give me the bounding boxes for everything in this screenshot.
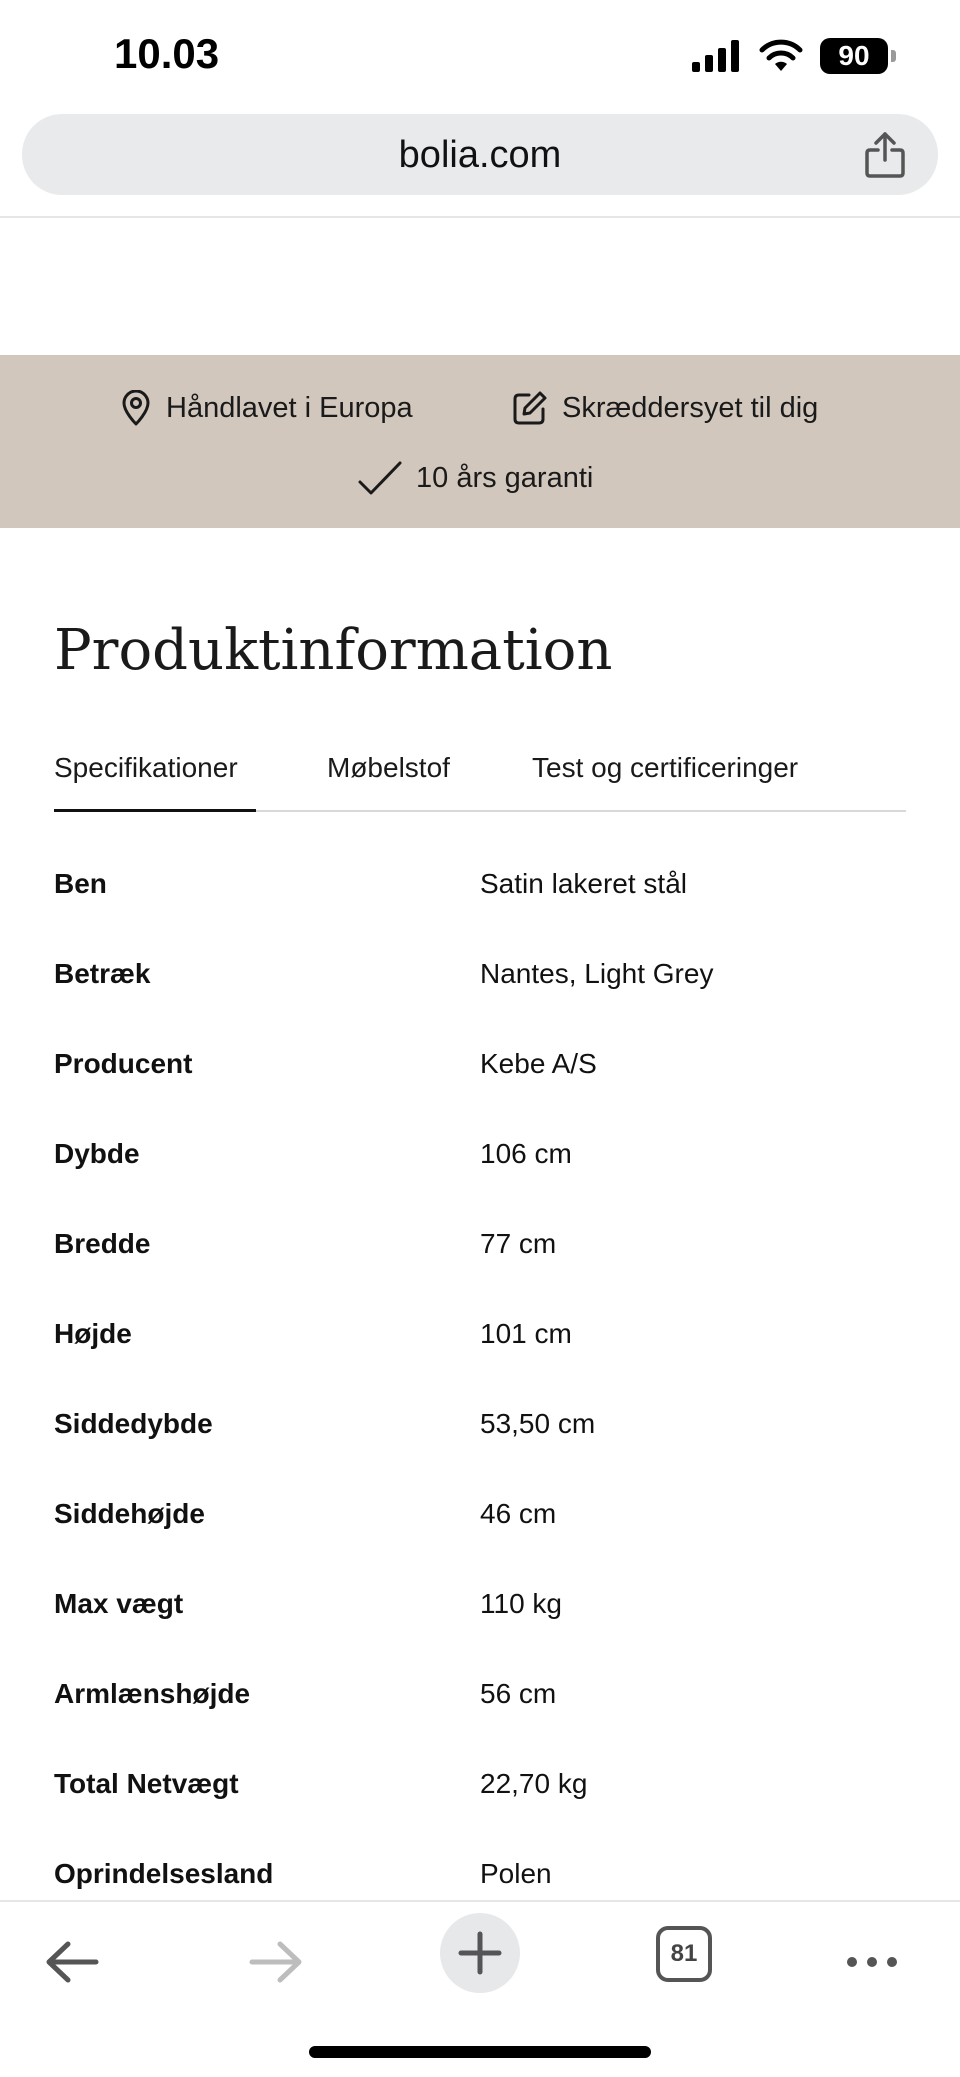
status-icons <box>692 36 888 76</box>
spec-value: Polen <box>480 1858 552 1889</box>
tab-specifikationer[interactable]: Specifikationer <box>54 752 238 783</box>
spec-label: Producent <box>54 1048 193 1079</box>
table-row <box>54 1290 906 1380</box>
battery-level: 90 <box>838 40 870 71</box>
table-row <box>54 1110 906 1200</box>
benefit-label: Håndlavet i Europa <box>166 391 413 424</box>
spec-value: Kebe A/S <box>480 1048 597 1079</box>
table-row <box>54 1560 906 1650</box>
benefit-label: 10 års garanti <box>416 461 594 494</box>
tab-switcher-button[interactable] <box>656 1926 712 1982</box>
new-tab-button[interactable] <box>440 1913 520 1993</box>
spec-label: Dybde <box>54 1138 140 1169</box>
tab-count: 81 <box>670 1940 698 1967</box>
table-row <box>54 1740 906 1830</box>
tab-mobelstof[interactable]: Møbelstof <box>327 752 450 783</box>
spec-value: 46 cm <box>480 1498 557 1529</box>
checkmark-icon <box>358 460 402 496</box>
location-pin-icon <box>120 390 152 426</box>
spec-value: 22,70 kg <box>480 1768 588 1799</box>
spec-label: Max vægt <box>54 1588 184 1619</box>
spec-label: Total Netvægt <box>54 1768 239 1799</box>
benefit-tailored <box>512 386 818 430</box>
spec-label: Oprindelsesland <box>54 1858 274 1889</box>
table-row <box>54 1020 906 1110</box>
back-button[interactable] <box>40 1930 104 1994</box>
spec-value: Satin lakeret stål <box>480 868 687 899</box>
spec-label: Siddedybde <box>54 1408 213 1439</box>
url-text[interactable]: bolia.com <box>398 134 562 176</box>
edit-icon <box>512 390 548 426</box>
benefits-band <box>0 355 960 528</box>
address-bar[interactable] <box>22 114 938 195</box>
benefit-handmade <box>120 386 413 430</box>
spec-value: 106 cm <box>480 1138 572 1169</box>
spec-value: 53,50 cm <box>480 1408 596 1439</box>
status-bar <box>0 0 960 112</box>
wifi-icon <box>758 39 804 73</box>
spec-table <box>54 840 906 1920</box>
plus-icon <box>458 1931 502 1975</box>
spec-label: Højde <box>54 1318 132 1349</box>
share-icon[interactable] <box>864 132 906 178</box>
forward-arrow-icon <box>248 1940 304 1984</box>
spec-value: Nantes, Light Grey <box>480 958 714 989</box>
spec-value: 56 cm <box>480 1678 557 1709</box>
spec-label: Betræk <box>54 958 151 989</box>
spec-value: 101 cm <box>480 1318 572 1349</box>
table-row <box>54 1650 906 1740</box>
spec-label: Ben <box>54 868 107 899</box>
more-menu-button[interactable] <box>844 1930 900 1994</box>
status-time: 10.03 <box>114 30 220 77</box>
table-row <box>54 1470 906 1560</box>
forward-button[interactable] <box>244 1930 308 1994</box>
spec-value: 110 kg <box>480 1588 562 1619</box>
battery-icon <box>820 38 888 74</box>
cellular-signal-icon <box>692 40 742 72</box>
table-row <box>54 1380 906 1470</box>
section-title: Produktinformation <box>54 618 613 683</box>
browser-divider <box>0 216 960 218</box>
benefit-warranty <box>358 456 593 500</box>
more-dots-icon <box>846 1956 898 1968</box>
back-arrow-icon <box>44 1940 100 1984</box>
spec-label: Bredde <box>54 1228 151 1259</box>
tab-test-og-certificeringer[interactable]: Test og certificeringer <box>532 752 799 783</box>
spec-label: Armlænshøjde <box>54 1678 251 1709</box>
table-row <box>54 930 906 1020</box>
table-row <box>54 840 906 930</box>
spec-value: 77 cm <box>480 1228 557 1259</box>
active-tab-indicator <box>54 809 256 812</box>
table-row <box>54 1200 906 1290</box>
benefit-label: Skræddersyet til dig <box>562 391 819 424</box>
product-info-tabs <box>54 744 906 812</box>
spec-label: Siddehøjde <box>54 1498 205 1529</box>
home-indicator <box>309 2046 651 2058</box>
